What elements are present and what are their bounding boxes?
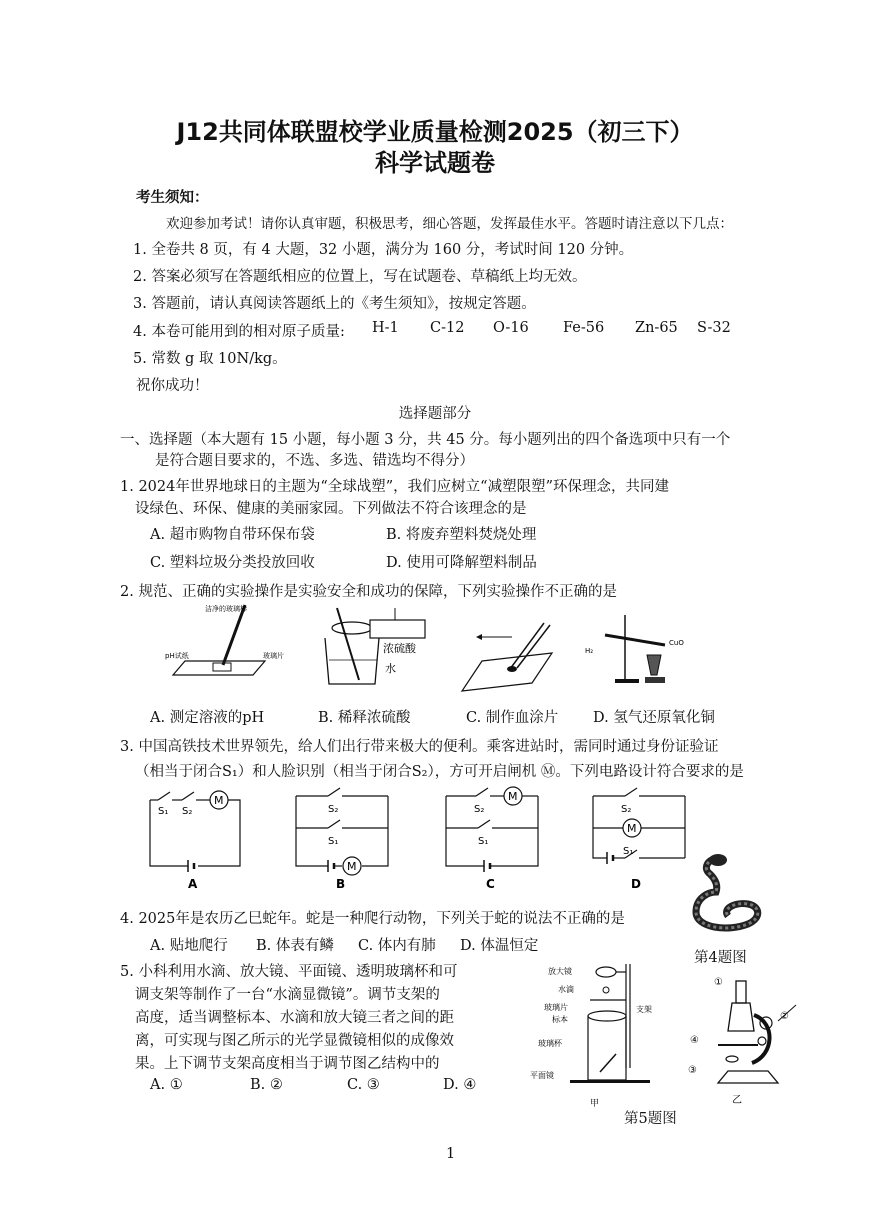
svg-text:①: ① bbox=[714, 977, 723, 988]
svg-text:玻璃杯: 玻璃杯 bbox=[538, 1039, 562, 1048]
notice-item-1: 1. 全卷共 8 页，有 4 大题，32 小题，满分为 160 分，考试时间 120 分钟。 bbox=[133, 242, 634, 258]
q5-stem-line5: 果。上下调节支架高度相当于调节图乙结构中的 bbox=[135, 1056, 440, 1072]
svg-text:D: D bbox=[631, 877, 641, 891]
notice-intro: 欢迎参加考试！请你认真审题，积极思考，细心答题，发挥最佳水平。答题时请注意以下几点： bbox=[166, 216, 733, 232]
mass-o: O-16 bbox=[493, 320, 529, 336]
svg-text:M: M bbox=[347, 860, 357, 873]
snake-illustration bbox=[688, 852, 768, 942]
page-number: 1 bbox=[446, 1146, 456, 1162]
q4-option-d: D. 体温恒定 bbox=[460, 938, 539, 954]
svg-text:S₁: S₁ bbox=[623, 846, 634, 857]
q5-stem-line1: 5. 小科利用水滴、放大镜、平面镜、透明玻璃杯和可 bbox=[120, 964, 458, 980]
svg-text:②: ② bbox=[780, 1011, 789, 1022]
svg-text:S₁: S₁ bbox=[328, 836, 339, 847]
svg-text:M: M bbox=[627, 822, 637, 835]
circuit-b bbox=[288, 788, 398, 891]
q5-stem-line4: 离，可实现与图乙所示的光学显微镜相似的成像效 bbox=[135, 1033, 454, 1049]
svg-text:洁净的玻璃棒: 洁净的玻璃棒 bbox=[205, 605, 247, 613]
mass-s: S-32 bbox=[697, 320, 731, 336]
q1-stem-line2: 设绿色、环保、健康的美丽家园。下列做法不符合该理念的是 bbox=[135, 501, 527, 517]
q4-stem: 4. 2025年是农历乙巳蛇年。蛇是一种爬行动物，下列关于蛇的说法不正确的是 bbox=[120, 911, 625, 927]
svg-text:M: M bbox=[508, 790, 518, 803]
q4-option-a: A. 贴地爬行 bbox=[150, 938, 228, 954]
svg-text:S₁: S₁ bbox=[478, 836, 489, 847]
svg-text:H₂: H₂ bbox=[585, 647, 594, 655]
notice-item-5: 5. 常数 g 取 10N/kg。 bbox=[133, 351, 287, 367]
q2-option-c: C. 制作血涂片 bbox=[466, 710, 559, 726]
q5-figure-yi bbox=[688, 975, 808, 1105]
svg-text:水滴: 水滴 bbox=[558, 985, 574, 994]
q2-option-a: A. 测定溶液的pH bbox=[150, 710, 265, 726]
q5-figure-caption: 第5题图 bbox=[624, 1111, 677, 1127]
exam-title: J12共同体联盟校学业质量检测2025（初三下） bbox=[176, 118, 694, 146]
q5-option-a: A. ① bbox=[150, 1077, 183, 1093]
q2-option-d: D. 氢气还原氧化铜 bbox=[593, 710, 715, 726]
section-heading-line2: 是符合题目要求的，不选、多选、错选均不得分） bbox=[155, 453, 474, 469]
svg-text:A: A bbox=[188, 877, 198, 891]
q5-option-b: B. ② bbox=[250, 1077, 283, 1093]
mass-c: C-12 bbox=[430, 320, 465, 336]
q5-figure-jia bbox=[530, 960, 660, 1110]
notice-item-2: 2. 答案必须写在答题纸相应的位置上，写在试题卷、草稿纸上均无效。 bbox=[133, 269, 587, 285]
section-heading-line1: 一、选择题（本大题有 15 小题，每小题 3 分，共 45 分。每小题列出的四个备选项中只有一个 bbox=[120, 432, 731, 448]
svg-text:乙: 乙 bbox=[732, 1095, 742, 1106]
svg-text:M: M bbox=[214, 794, 224, 807]
svg-text:平面镜: 平面镜 bbox=[530, 1071, 554, 1080]
svg-text:标本: 标本 bbox=[552, 1015, 568, 1024]
q5-option-d: D. ④ bbox=[443, 1077, 477, 1093]
svg-text:B: B bbox=[336, 877, 346, 891]
svg-text:C: C bbox=[486, 877, 495, 891]
svg-text:S₂: S₂ bbox=[328, 804, 339, 815]
q4-figure-caption: 第4题图 bbox=[694, 950, 747, 966]
svg-text:玻璃片: 玻璃片 bbox=[544, 1003, 568, 1012]
section-title: 选择题部分 bbox=[398, 406, 472, 422]
q4-option-b: B. 体表有鳞 bbox=[256, 938, 334, 954]
circuit-c bbox=[438, 788, 548, 891]
svg-text:CuO: CuO bbox=[669, 639, 684, 647]
q5-stem-line2: 调支架等制作了一台“水滴显微镜”。调节支架的 bbox=[135, 987, 440, 1003]
q2-figure-b bbox=[315, 600, 435, 695]
mass-zn: Zn-65 bbox=[635, 320, 678, 336]
notice-item-3: 3. 答题前，请认真阅读答题纸上的《考生须知》，按规定答题。 bbox=[133, 296, 536, 312]
notice-heading: 考生须知： bbox=[136, 189, 209, 206]
q1-option-a: A. 超市购物自带环保布袋 bbox=[150, 527, 315, 543]
q3-stem-line1: 3. 中国高铁技术世界领先，给人们出行带来极大的便利。乘客进站时，需同时通过身份证验证 bbox=[120, 739, 719, 755]
svg-text:S₂: S₂ bbox=[621, 804, 632, 815]
mass-fe: Fe-56 bbox=[563, 320, 605, 336]
svg-text:支架: 支架 bbox=[636, 1005, 652, 1014]
q2-stem: 2. 规范、正确的实验操作是实验安全和成功的保障，下列实验操作不正确的是 bbox=[120, 584, 617, 600]
svg-text:甲: 甲 bbox=[590, 1099, 600, 1109]
circuit-d bbox=[585, 788, 695, 891]
svg-text:S₂: S₂ bbox=[474, 804, 485, 815]
exam-subtitle: 科学试题卷 bbox=[375, 149, 495, 177]
q1-option-b: B. 将废弃塑料焚烧处理 bbox=[386, 527, 537, 543]
q5-option-c: C. ③ bbox=[347, 1077, 380, 1093]
svg-text:S₁: S₁ bbox=[158, 806, 169, 817]
q3-stem-line2: （相当于闭合S₁）和人脸识别（相当于闭合S₂），方可开启闸机 Ⓜ。下列电路设计符合要求的是 bbox=[135, 764, 744, 780]
svg-text:浓硫酸: 浓硫酸 bbox=[383, 642, 416, 655]
svg-text:S₂: S₂ bbox=[182, 806, 193, 817]
svg-text:玻璃片: 玻璃片 bbox=[263, 652, 284, 660]
q1-stem-line1: 1. 2024年世界地球日的主题为“全球战塑”，我们应树立“减塑限塑”环保理念，共同建 bbox=[120, 479, 669, 495]
q2-option-b: B. 稀释浓硫酸 bbox=[318, 710, 411, 726]
q1-option-d: D. 使用可降解塑料制品 bbox=[386, 555, 537, 571]
q2-figure-d bbox=[585, 605, 695, 690]
svg-text:放大镜: 放大镜 bbox=[548, 967, 572, 976]
svg-text:④: ④ bbox=[690, 1035, 699, 1046]
q5-stem-line3: 高度，适当调整标本、水滴和放大镜三者之间的距 bbox=[135, 1010, 454, 1026]
q2-figure-a bbox=[165, 603, 285, 693]
q2-figure-c bbox=[462, 603, 572, 688]
svg-text:③: ③ bbox=[688, 1065, 697, 1076]
svg-text:pH试纸: pH试纸 bbox=[165, 652, 189, 660]
notice-item-4: 4. 本卷可能用到的相对原子质量: bbox=[133, 324, 345, 340]
q1-option-c: C. 塑料垃圾分类投放回收 bbox=[150, 555, 315, 571]
notice-wish: 祝你成功！ bbox=[136, 378, 209, 394]
mass-h: H-1 bbox=[372, 320, 399, 336]
circuit-a bbox=[140, 788, 250, 891]
q4-option-c: C. 体内有肺 bbox=[358, 938, 436, 954]
svg-text:水: 水 bbox=[385, 662, 396, 675]
